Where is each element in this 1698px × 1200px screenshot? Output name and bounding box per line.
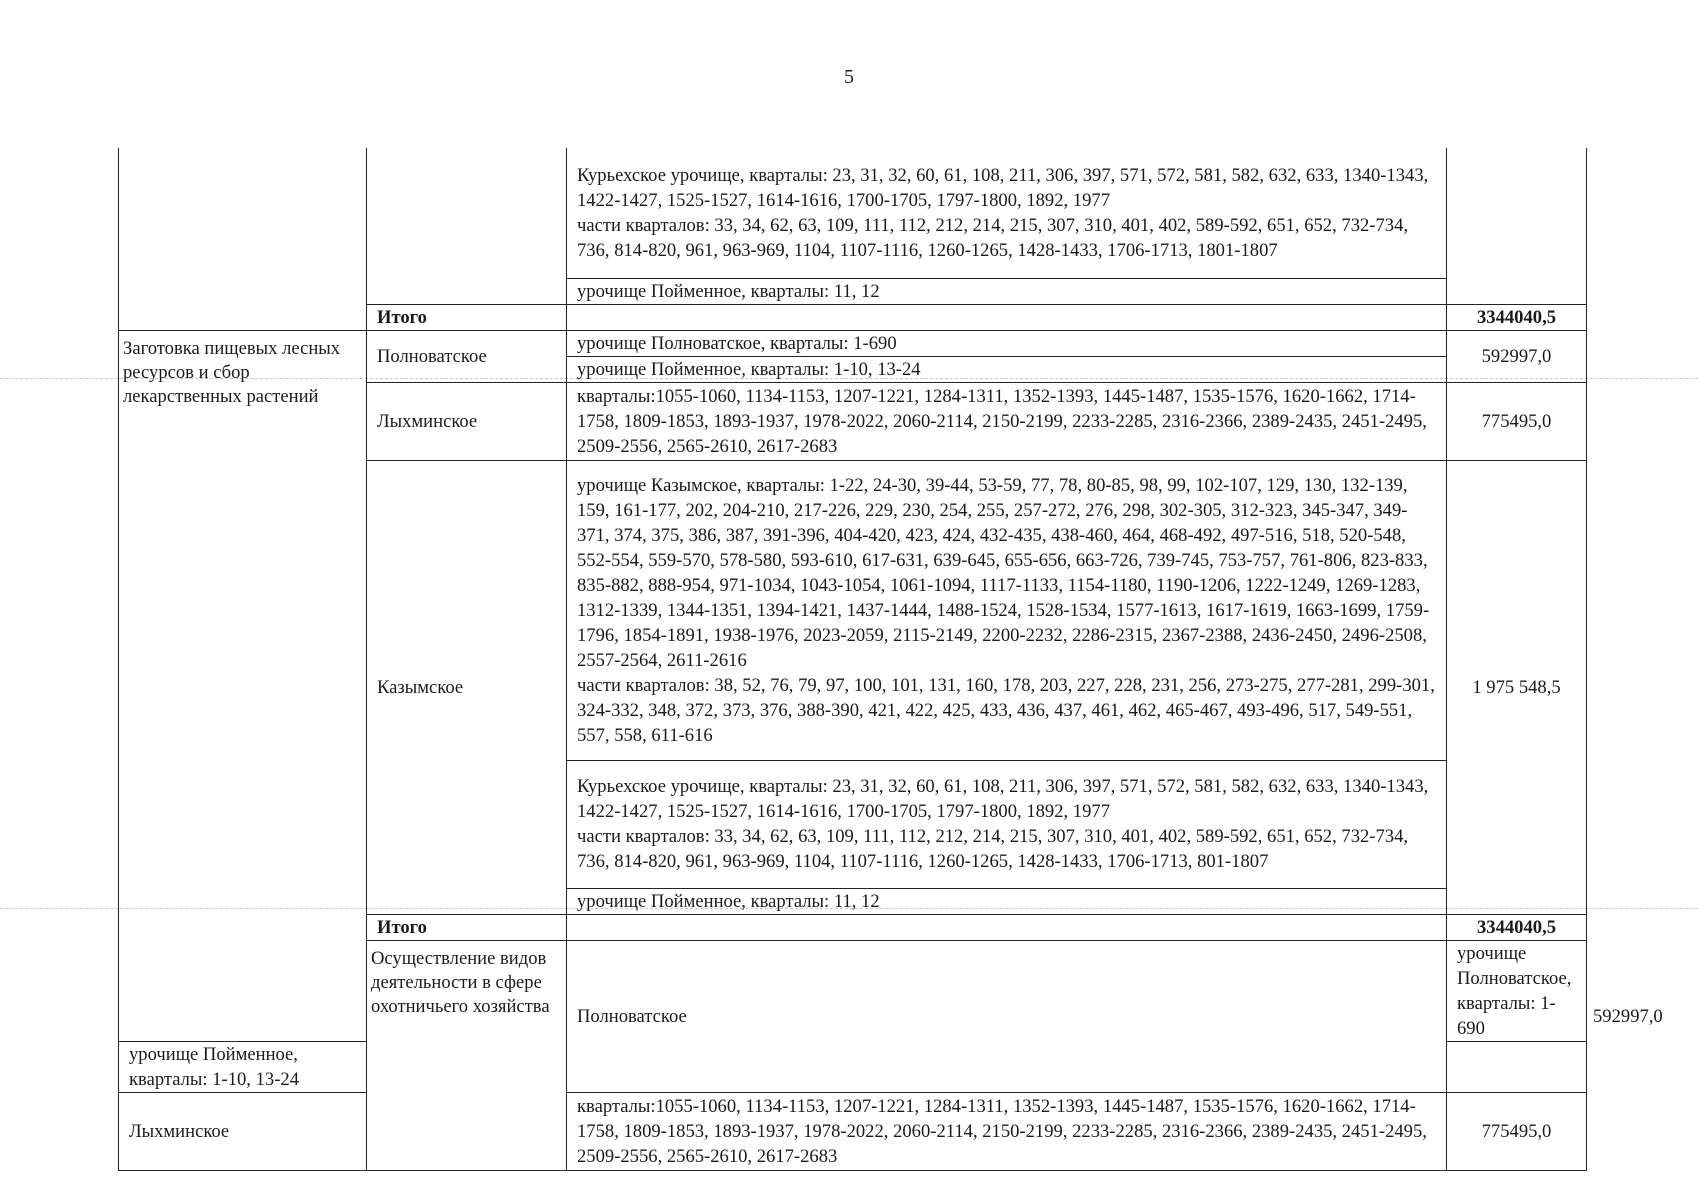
page-number: 5 — [844, 66, 854, 88]
forestry-cell: Полноватское — [367, 330, 567, 382]
quarters-text: урочище Казымское, кварталы: 1-22, 24-30, 39-44, 53-59, 77, 78, 80-85, 98, 99, 102-107, 129, 130, 132-139, 159, 161-177, 202, 204-210, 217-226, 229, 230, 254, 255, 257-272, 276, 298, 302-305, 312-323, 345-347, 349-371, 374, 375, 386, 387, 391-396, 404-420, 423, 424, 432-435, 438-460, 464, 468-492, 497-516, 518, 520-548, 552-554, 559-570, 578-580, 593-610, 617-631, 639-645, 655-656, 663-726, 739-745, 753-757, 761-806, 823-833, 835-882, 888-954, 971-1034, 1043-1054, 1061-1094, 1117-1133, 1154-1180, 1190-1206, 1222-1249, 1269-1283, 1312-1339, 1344-1351, 1394-1421, 1437-1444, 1488-1524, 1528-1534, 1577-1613, 1617-1619, 1663-1699, 1759-1796, 1854-1891, 1938-1976, 2023-2059, 2115-2149, 2200-2232, 2286-2315, 2367-2388, 2436-2450, 2496-2508, 2557-2564, 2611-2616 части кварталов: 38, 52, 76, 79, 97, 100, 101, 131, 160, 178, 203, 227, 228, 231, 256, 273-275, 277-281, 299-301, 324-332, 348, 372, 373, 376, 388-390, 421, 422, 425, 433, 436, 437, 461, 462, 465-467, 493-496, 517, 549-551, 557, 558, 611-616 — [577, 474, 1435, 746]
forestry-cell: Лыхминское — [119, 1092, 367, 1170]
total-label: Итого — [367, 304, 567, 330]
forestry-cell — [367, 148, 567, 304]
quarters-cell: урочище Полноватское, кварталы: 1-690 — [1447, 940, 1587, 1041]
quarters-cell: урочище Пойменное, кварталы: 1-10, 13-24 — [119, 1041, 367, 1092]
forestry-cell: Казымское — [367, 460, 567, 914]
total-empty-cell — [567, 304, 1447, 330]
quarters-text: Курьехское урочище, кварталы: 23, 31, 32, 60, 61, 108, 211, 306, 397, 571, 572, 581, 582, 632, 633, 1340-1343, 1422-1427, 1525-1527, 1614-1616, 1700-1705, 1797-1800, 1892, 1977 части кварталов: 33, 34, 62, 63, 109, 111, 112, 212, 214, 215, 307, 310, 401, 402, 589-592, 651, 652, 732-734, 736, 814-820, 961, 963-969, 1104, 1107-1116, 1260-1265, 1428-1433, 1706-1713, 801-1807 — [577, 776, 1429, 872]
quarters-cell: урочище Полноватское, кварталы: 1-690 — [567, 330, 1447, 356]
activity-cell: Осуществление видов деятельности в сфере охотничьего хозяйства — [367, 940, 567, 1170]
forestry-cell: Лыхминское — [367, 382, 567, 460]
quarters-cell — [567, 760, 1447, 888]
area-cell: 592997,0 — [1447, 330, 1587, 382]
quarters-cell: урочище Пойменное, кварталы: 11, 12 — [567, 278, 1447, 304]
total-value: 3344040,5 — [1447, 914, 1587, 940]
area-cell: 775495,0 — [1447, 1092, 1587, 1170]
forest-quarters-table — [118, 148, 1663, 1171]
table-row — [119, 148, 1587, 278]
quarters-cell: кварталы:1055-1060, 1134-1153, 1207-1221, 1284-1311, 1352-1393, 1445-1487, 1535-1576, 1620-1662, 1714-1758, 1809-1853, 1893-1937, 1978-2022, 2060-2114, 2150-2199, 2233-2285, 2316-2366, 2389-2435, 2451-2495, 2509-2556, 2565-2610, 2617-2683 — [567, 1092, 1447, 1170]
quarters-cell: урочище Пойменное, кварталы: 11, 12 — [567, 888, 1447, 914]
activity-cell: Заготовка пищевых лесных ресурсов и сбор лекарственных растений — [119, 330, 367, 1041]
total-value: 3344040,5 — [1447, 304, 1587, 330]
total-label: Итого — [367, 914, 567, 940]
table-row — [119, 330, 1587, 356]
activity-cell — [119, 148, 367, 330]
quarters-text: Курьехское урочище, кварталы: 23, 31, 32, 60, 61, 108, 211, 306, 397, 571, 572, 581, 582, 632, 633, 1340-1343, 1422-1427, 1525-1527, 1614-1616, 1700-1705, 1797-1800, 1892, 1977 части кварталов: 33, 34, 62, 63, 109, 111, 112, 212, 214, 215, 307, 310, 401, 402, 589-592, 651, 652, 732-734, 736, 814-820, 961, 963-969, 1104, 1107-1116, 1260-1265, 1428-1433, 1706-1713, 1801-1807 — [577, 164, 1429, 261]
area-cell: 1 975 548,5 — [1447, 460, 1587, 914]
table-row — [119, 1092, 1587, 1170]
quarters-cell — [567, 460, 1447, 760]
forestry-cell: Полноватское — [567, 940, 1447, 1092]
area-cell: 775495,0 — [1447, 382, 1587, 460]
area-cell — [1447, 148, 1587, 304]
quarters-cell — [567, 148, 1447, 278]
table-row: Осуществление видов деятельности в сфере охотничьего хозяйства Полноватское урочище Полноватское, кварталы: 1-690 592997,0 — [119, 940, 1587, 1041]
quarters-cell: урочище Пойменное, кварталы: 1-10, 13-24 — [567, 356, 1447, 382]
total-empty-cell — [567, 914, 1447, 940]
quarters-cell: кварталы:1055-1060, 1134-1153, 1207-1221, 1284-1311, 1352-1393, 1445-1487, 1535-1576, 1620-1662, 1714-1758, 1809-1853, 1893-1937, 1978-2022, 2060-2114, 2150-2199, 2233-2285, 2316-2366, 2389-2435, 2451-2495, 2509-2556, 2565-2610, 2617-2683 — [567, 382, 1447, 460]
